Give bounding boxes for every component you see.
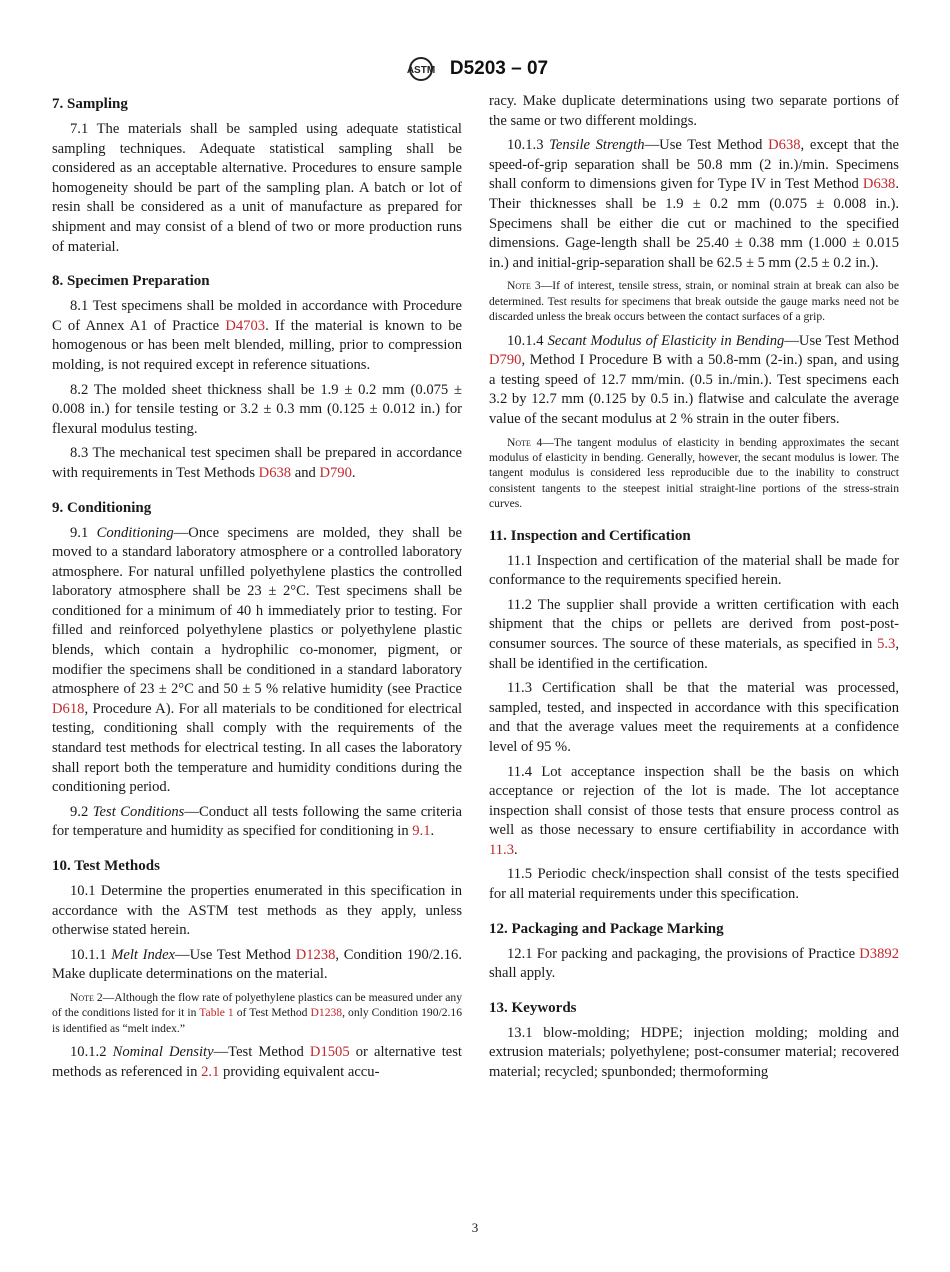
section-heading (489, 919, 899, 939)
italic-term: Melt Index (111, 946, 176, 963)
text-run: 13. Keywords (489, 999, 577, 1016)
paragraph (52, 882, 462, 941)
section-heading (489, 998, 899, 1018)
paragraph (52, 297, 462, 375)
text-run: . If the material is known to be homogenous or has been melt blended, milling, prior to compression molding, is not required except in reference situations. (52, 317, 462, 373)
text-run: 10.1.4 (507, 332, 548, 349)
text-run: —Conduct all tests following the same criteria for temperature and humidity as specified for conditioning in (52, 803, 463, 840)
paragraph (489, 596, 899, 674)
italic-term: Nominal Density (112, 1044, 214, 1061)
text-run: 8.2 The molded sheet thickness shall be 1.9 ± 0.2 mm (0.075 ± 0.008 in.) for tensile testing or 3.2 ± 0.3 mm (0.125 ± 0.012 in.) for flexural modulus testing. (52, 381, 462, 437)
cross-reference-link[interactable]: 9.1 (412, 823, 431, 840)
text-run: shall apply. (489, 965, 556, 982)
paragraph (489, 92, 899, 131)
text-run: —Use Test Method (784, 332, 899, 349)
note-label: Note (507, 279, 531, 293)
paragraph (52, 803, 462, 842)
cross-reference-link[interactable]: 11.3 (489, 841, 514, 858)
note-label: Note (70, 990, 94, 1004)
text-run: 11.5 Periodic check/inspection shall consist of the tests specified for all material requirements under this specification. (489, 866, 899, 903)
text-run: . (514, 841, 518, 858)
note (489, 435, 899, 512)
right-column (489, 92, 899, 1088)
text-run: 4—The tangent modulus of elasticity in bending approximates the secant modulus of elasticity in bending. Generally, however, the secant modulus is lower. The tangent modulus is considered less reproducible due to the inability to construct consistent tangents to the steepest initial straight-line portions of the stress-strain curves. (489, 435, 899, 511)
text-run: or alternative test methods as referenced in (52, 1044, 462, 1080)
cross-reference-link[interactable]: D4703 (225, 317, 266, 334)
text-run: , Condition 190/2.16. Make duplicate determinations on the material. (52, 946, 462, 983)
text-run: 12. Packaging and Package Marking (489, 920, 724, 937)
paragraph (489, 332, 899, 430)
paragraph (52, 946, 462, 985)
text-run: 11.4 Lot acceptance inspection shall be the basis on which acceptance or rejection of the lot is made. The lot acceptance inspection shall consist of those tests that ensure process control as well as those necessary to ensure certifiability in accordance with (489, 763, 899, 839)
italic-term: Test Conditions (92, 803, 185, 820)
text-run: 12.1 For packing and packaging, the provisions of Practice (507, 945, 860, 962)
cross-reference-link[interactable]: D638 (862, 176, 896, 193)
italic-term: Conditioning (96, 524, 174, 541)
astm-logo-icon (402, 56, 440, 82)
cross-reference-link[interactable]: 5.3 (877, 635, 896, 652)
text-run: 11.1 Inspection and certification of the material shall be made for conformance to the requirements specified herein. (489, 552, 899, 589)
cross-reference-link[interactable]: D638 (258, 464, 292, 481)
text-run: 9. Conditioning (52, 499, 152, 516)
cross-reference-link[interactable]: 2.1 (201, 1063, 220, 1080)
text-run: 11.3 Certification shall be that the material was processed, sampled, tested, and inspected in accordance with this specification and that the average values meet the requirements at a confidence level of 95 %. (489, 680, 899, 755)
paragraph (489, 945, 899, 984)
section-heading (52, 271, 462, 291)
italic-term: Tensile Strength (549, 137, 645, 154)
text-run: , except that the speed-of-grip separation shall be 50.8 mm (2 in.)/min. Specimens shall conform to dimensions given for Type IV in Test Method (489, 137, 899, 193)
cross-reference-link[interactable]: D1238 (295, 946, 336, 963)
text-run: 2—Although the flow rate of polyethylene plastics can be measured under any of the conditions listed for it in (52, 990, 462, 1020)
text-run: , Procedure A). For all materials to be conditioned for electrical testing, conditioning shall comply with the requirements of the standard test methods for electrical testing. In all cases the laboratory shall report both the temperature and humidity conditions during the conditioning period. (52, 700, 462, 796)
paragraph (52, 381, 462, 440)
cross-reference-link[interactable]: Table 1 (199, 1006, 234, 1020)
cross-reference-link[interactable]: D1505 (309, 1044, 350, 1061)
section-heading (52, 498, 462, 518)
cross-reference-link[interactable]: D618 (52, 700, 85, 717)
text-run: 11.2 The supplier shall provide a written certification with each shipment that the chips or pellets are derived from post-post-consumer sources. The source of these materials, as specified in (489, 596, 899, 652)
text-run: . (351, 464, 356, 481)
cross-reference-link[interactable]: D1238 (310, 1006, 343, 1020)
text-run: 13.1 blow-molding; HDPE; injection molding; molding and extrusion materials; polyethylene; post-consumer material; recovered material; recycled; spunbonded; thermoforming (489, 1024, 899, 1081)
section-heading (52, 856, 462, 876)
text-run: 7. Sampling (52, 96, 128, 112)
text-run: 8.1 Test specimens shall be molded in accordance with Procedure C of Annex A1 of Practice (52, 298, 462, 334)
text-run: 10.1.2 (70, 1044, 113, 1061)
text-run: . (430, 823, 435, 840)
paragraph (52, 120, 462, 257)
paragraph (489, 679, 899, 757)
paragraph (489, 136, 899, 273)
text-run: —Test Method (213, 1044, 310, 1061)
cross-reference-link[interactable]: D790 (489, 352, 522, 369)
paragraph (489, 763, 899, 861)
left-column (52, 92, 462, 1087)
text-run: 8. Specimen Preparation (52, 273, 210, 290)
text-run: and (291, 464, 320, 481)
note (489, 278, 899, 324)
text-run: racy. Make duplicate determinations using two separate portions of the same or two different moldings. (489, 93, 899, 129)
note-label: Note (507, 435, 531, 449)
text-run: , only Condition 190/2.16 is identified as “melt index.” (52, 1006, 462, 1035)
cross-reference-link[interactable]: D790 (319, 464, 352, 481)
text-run: 9.1 (70, 524, 97, 541)
cross-reference-link[interactable]: D638 (768, 137, 801, 154)
text-run: —Use Test Method (644, 137, 769, 154)
text-run: . Their thicknesses shall be 1.9 ± 0.2 mm (0.075 ± 0.008 in.). Specimens shall be either die cut or machined to the specified dimensions. Gage-length shall be 25.40 ± 0.38 mm (1.000 ± 0.015 in.) and initial-grip-separation shall be 62.5 ± 5 mm (2.5 ± 0.2 in.). (489, 176, 899, 271)
text-run: 10.1.1 (70, 946, 112, 963)
text-run: 7.1 The materials shall be sampled using adequate statistical sampling techniques. Adequate statistical sampling shall be considered as an acceptable alternative. Procedures to ensure sample homogeneity should be part of the sampling plan. A batch or lot of resin shall be considered as a unit of manufacture as prepared for shipment and may consist of a blend of two or more production runs of material. (52, 121, 462, 255)
paragraph (489, 1024, 899, 1083)
cross-reference-link[interactable]: D3892 (859, 945, 899, 962)
text-run: 11. Inspection and Certification (489, 527, 691, 544)
text-run: 10.1 Determine the properties enumerated in this specification in accordance with the ASTM test methods as they apply, unless otherwise stated herein. (52, 883, 462, 939)
document-designation: D5203 – 07 (449, 58, 549, 79)
text-run: of Test Method (233, 1006, 311, 1020)
text-run: , shall be identified in the certification. (489, 635, 899, 672)
paragraph (52, 444, 462, 483)
page-header (0, 56, 950, 82)
section-heading (52, 94, 462, 114)
text-run: 10.1.3 (507, 137, 550, 154)
text-run: —Use Test Method (175, 946, 296, 963)
note (52, 990, 462, 1036)
text-run: —Once specimens are molded, they shall be moved to a standard laboratory atmosphere or a controlled laboratory atmosphere. For natural unfilled polyethylene plastics the controlled laboratory atmosphere shall be 23 ± 2°C. Test specimens shall be conditioned for a minimum of 40 h immediately prior to testing. For filled and reinforced polyethylene plastics or polyethylene plastic blends, which contain a hydrophilic co-monomer, pigment, or modifier the specimens shall be conditioned in a standard laboratory atmosphere of 23 ± 2°C and 50 ± 5 % relative humidity (see Practice (52, 524, 462, 698)
text-run: 8.3 The mechanical test specimen shall be prepared in accordance with requirements in Test Methods (52, 445, 462, 481)
paragraph (52, 1043, 462, 1082)
text-run: 3—If of interest, tensile stress, strain, or nominal strain at break can also be determined. Test results for specimens that break outside the gauge marks need not be discarded unless the break occurs between the contact surfaces of a grip. (489, 279, 899, 324)
text-run: , Method I Procedure B with a 50.8-mm (2-in.) span, and using a testing speed of 12.7 mm/min. (0.5 in./min.). Test specimens each 3.2 by 12.7 mm (0.125 by 0.5 in.) flatwise and calculate the average value of the secant modulus at 2 % strain in the outer fibers. (489, 352, 899, 427)
italic-term: Secant Modulus of Elasticity in Bending (547, 332, 785, 349)
svg-text:ASTM: ASTM (406, 65, 436, 76)
paragraph (489, 865, 899, 904)
section-heading (489, 526, 899, 546)
text-run: 9.2 (70, 803, 93, 820)
page-number: 3 (471, 1220, 479, 1235)
text-run: 10. Test Methods (52, 858, 160, 874)
paragraph (52, 524, 462, 798)
text-run: providing equivalent accu- (219, 1063, 380, 1080)
paragraph (489, 552, 899, 591)
